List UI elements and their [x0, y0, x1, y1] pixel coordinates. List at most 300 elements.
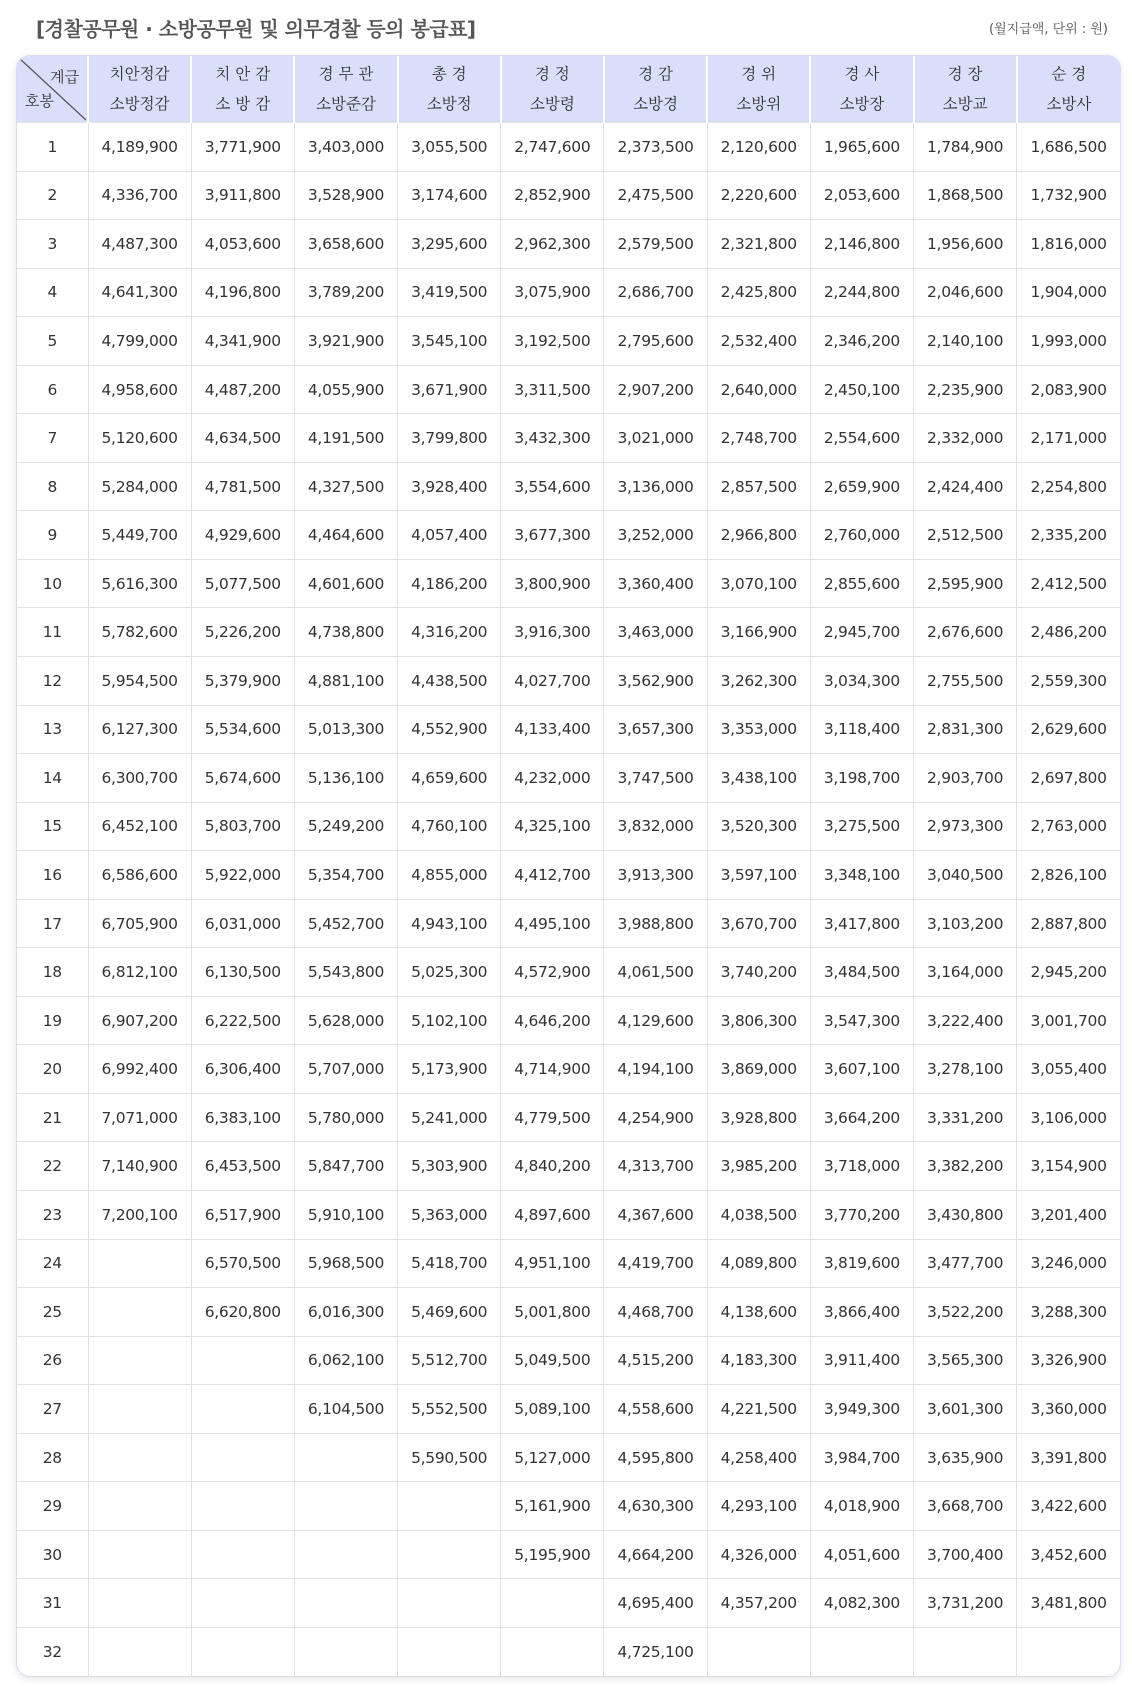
salary-cell: 3,819,600 — [810, 1239, 913, 1288]
salary-cell: 3,055,500 — [398, 123, 501, 172]
salary-cell: 1,868,500 — [914, 171, 1017, 220]
salary-cell: 6,383,100 — [191, 1093, 294, 1142]
salary-cell: 2,697,800 — [1017, 754, 1120, 803]
salary-cell: 4,725,100 — [604, 1627, 707, 1675]
salary-cell: 4,646,200 — [501, 996, 604, 1045]
step-cell: 23 — [17, 1191, 88, 1240]
table-row — [17, 608, 1120, 657]
salary-cell: 3,391,800 — [1017, 1433, 1120, 1482]
salary-cell — [398, 1627, 501, 1675]
salary-cell: 2,760,000 — [810, 511, 913, 560]
salary-cell: 3,477,700 — [914, 1239, 1017, 1288]
salary-cell: 2,763,000 — [1017, 802, 1120, 851]
table-row — [17, 851, 1120, 900]
salary-cell: 5,782,600 — [88, 608, 191, 657]
corner-rank-label: 계급 — [50, 68, 79, 86]
salary-cell: 5,847,700 — [294, 1142, 397, 1191]
rank-police-label: 순 경 — [1051, 65, 1087, 83]
step-cell: 11 — [17, 608, 88, 657]
page-header — [36, 10, 1108, 44]
salary-cell: 5,173,900 — [398, 1045, 501, 1094]
corner-header-cell — [17, 56, 88, 123]
salary-cell: 4,089,800 — [707, 1239, 810, 1288]
salary-cell: 6,452,100 — [88, 802, 191, 851]
salary-cell: 3,911,800 — [191, 171, 294, 220]
salary-cell: 4,595,800 — [604, 1433, 707, 1482]
salary-cell: 3,668,700 — [914, 1482, 1017, 1531]
salary-cell: 5,136,100 — [294, 754, 397, 803]
salary-cell: 3,106,000 — [1017, 1093, 1120, 1142]
rank-fire-label: 소방위 — [736, 95, 782, 113]
salary-cell: 2,852,900 — [501, 171, 604, 220]
salary-cell: 6,127,300 — [88, 705, 191, 754]
salary-cell: 3,164,000 — [914, 948, 1017, 997]
salary-cell — [191, 1579, 294, 1628]
step-cell: 13 — [17, 705, 88, 754]
salary-cell: 4,601,600 — [294, 559, 397, 608]
rank-header-cell — [501, 56, 604, 123]
step-cell: 28 — [17, 1433, 88, 1482]
salary-cell: 5,049,500 — [501, 1336, 604, 1385]
salary-cell: 4,221,500 — [707, 1385, 810, 1434]
salary-cell: 1,686,500 — [1017, 123, 1120, 172]
table-row — [17, 802, 1120, 851]
salary-cell — [501, 1579, 604, 1628]
salary-cell: 3,731,200 — [914, 1579, 1017, 1628]
salary-cell: 3,438,100 — [707, 754, 810, 803]
salary-cell: 2,659,900 — [810, 462, 913, 511]
salary-cell: 4,183,300 — [707, 1336, 810, 1385]
table-row — [17, 899, 1120, 948]
salary-cell: 4,313,700 — [604, 1142, 707, 1191]
salary-cell: 3,771,900 — [191, 123, 294, 172]
salary-cell: 3,222,400 — [914, 996, 1017, 1045]
salary-cell: 3,001,700 — [1017, 996, 1120, 1045]
rank-fire-label: 소방준감 — [316, 95, 376, 113]
table-row — [17, 754, 1120, 803]
salary-cell: 5,469,600 — [398, 1288, 501, 1337]
step-cell: 25 — [17, 1288, 88, 1337]
salary-cell: 2,486,200 — [1017, 608, 1120, 657]
salary-cell: 6,907,200 — [88, 996, 191, 1045]
salary-cell: 3,382,200 — [914, 1142, 1017, 1191]
salary-cell: 3,913,300 — [604, 851, 707, 900]
salary-cell: 4,760,100 — [398, 802, 501, 851]
rank-header-cell — [707, 56, 810, 123]
salary-cell: 3,070,100 — [707, 559, 810, 608]
step-cell: 31 — [17, 1579, 88, 1628]
salary-cell: 3,522,200 — [914, 1288, 1017, 1337]
table-row — [17, 1385, 1120, 1434]
salary-cell: 4,053,600 — [191, 220, 294, 269]
salary-cell: 3,484,500 — [810, 948, 913, 997]
step-cell: 17 — [17, 899, 88, 948]
salary-cell: 3,547,300 — [810, 996, 913, 1045]
salary-cell: 2,450,100 — [810, 365, 913, 414]
salary-cell: 5,249,200 — [294, 802, 397, 851]
salary-cell: 5,552,500 — [398, 1385, 501, 1434]
salary-cell: 7,140,900 — [88, 1142, 191, 1191]
salary-cell: 4,133,400 — [501, 705, 604, 754]
salary-cell: 3,799,800 — [398, 414, 501, 463]
salary-cell: 3,075,900 — [501, 268, 604, 317]
salary-cell: 4,958,600 — [88, 365, 191, 414]
salary-cell: 3,747,500 — [604, 754, 707, 803]
rank-fire-label: 소방교 — [942, 95, 988, 113]
salary-cell: 5,910,100 — [294, 1191, 397, 1240]
rank-header-cell — [398, 56, 501, 123]
salary-cell: 2,046,600 — [914, 268, 1017, 317]
salary-cell: 4,367,600 — [604, 1191, 707, 1240]
salary-cell: 2,532,400 — [707, 317, 810, 366]
table-row — [17, 511, 1120, 560]
salary-cell: 4,438,500 — [398, 657, 501, 706]
salary-cell: 4,714,900 — [501, 1045, 604, 1094]
table-row — [17, 171, 1120, 220]
rank-police-label: 경 장 — [947, 65, 983, 83]
rank-header-cell — [914, 56, 1017, 123]
salary-cell: 6,586,600 — [88, 851, 191, 900]
salary-cell: 4,232,000 — [501, 754, 604, 803]
salary-cell: 4,018,900 — [810, 1482, 913, 1531]
salary-cell: 3,911,400 — [810, 1336, 913, 1385]
salary-cell: 5,161,900 — [501, 1482, 604, 1531]
table-row — [17, 1239, 1120, 1288]
table-row — [17, 220, 1120, 269]
salary-cell: 5,449,700 — [88, 511, 191, 560]
salary-cell: 5,590,500 — [398, 1433, 501, 1482]
step-cell: 4 — [17, 268, 88, 317]
salary-cell: 1,816,000 — [1017, 220, 1120, 269]
salary-cell: 2,120,600 — [707, 123, 810, 172]
salary-cell — [88, 1530, 191, 1579]
salary-cell: 6,620,800 — [191, 1288, 294, 1337]
salary-cell: 2,335,200 — [1017, 511, 1120, 560]
salary-cell: 1,904,000 — [1017, 268, 1120, 317]
salary-cell: 2,424,400 — [914, 462, 1017, 511]
salary-cell: 4,327,500 — [294, 462, 397, 511]
step-cell: 32 — [17, 1627, 88, 1675]
salary-cell: 5,543,800 — [294, 948, 397, 997]
salary-cell: 3,481,800 — [1017, 1579, 1120, 1628]
salary-cell: 3,806,300 — [707, 996, 810, 1045]
salary-cell: 4,487,200 — [191, 365, 294, 414]
salary-cell — [294, 1530, 397, 1579]
salary-cell: 2,053,600 — [810, 171, 913, 220]
salary-cell: 4,572,900 — [501, 948, 604, 997]
salary-cell: 3,166,900 — [707, 608, 810, 657]
salary-cell: 3,677,300 — [501, 511, 604, 560]
table-body — [17, 123, 1120, 1676]
salary-cell — [1017, 1627, 1120, 1675]
salary-cell: 4,840,200 — [501, 1142, 604, 1191]
salary-cell: 4,738,800 — [294, 608, 397, 657]
rank-header-cell — [810, 56, 913, 123]
rank-header-cell — [294, 56, 397, 123]
step-cell: 8 — [17, 462, 88, 511]
salary-cell: 2,755,500 — [914, 657, 1017, 706]
salary-cell: 3,432,300 — [501, 414, 604, 463]
step-cell: 26 — [17, 1336, 88, 1385]
salary-cell: 4,495,100 — [501, 899, 604, 948]
rank-header-cell — [191, 56, 294, 123]
salary-cell: 5,001,800 — [501, 1288, 604, 1337]
salary-cell — [191, 1385, 294, 1434]
salary-cell: 4,855,000 — [398, 851, 501, 900]
salary-cell: 5,127,000 — [501, 1433, 604, 1482]
salary-cell: 3,252,000 — [604, 511, 707, 560]
step-cell: 9 — [17, 511, 88, 560]
salary-cell: 2,945,200 — [1017, 948, 1120, 997]
salary-cell: 4,051,600 — [810, 1530, 913, 1579]
salary-cell: 4,191,500 — [294, 414, 397, 463]
salary-cell: 3,921,900 — [294, 317, 397, 366]
salary-cell — [707, 1627, 810, 1675]
salary-cell: 2,412,500 — [1017, 559, 1120, 608]
salary-cell: 4,464,600 — [294, 511, 397, 560]
salary-cell: 3,597,100 — [707, 851, 810, 900]
rank-police-label: 치 안 감 — [215, 65, 271, 83]
salary-cell: 4,552,900 — [398, 705, 501, 754]
table-row — [17, 414, 1120, 463]
salary-cell: 2,321,800 — [707, 220, 810, 269]
salary-cell: 4,027,700 — [501, 657, 604, 706]
salary-cell: 5,102,100 — [398, 996, 501, 1045]
rank-police-label: 치안정감 — [109, 65, 170, 83]
salary-cell: 2,595,900 — [914, 559, 1017, 608]
rank-header-cell — [1017, 56, 1120, 123]
salary-cell: 3,718,000 — [810, 1142, 913, 1191]
salary-cell: 3,174,600 — [398, 171, 501, 220]
salary-cell: 5,379,900 — [191, 657, 294, 706]
salary-cell: 2,554,600 — [810, 414, 913, 463]
salary-cell: 5,803,700 — [191, 802, 294, 851]
table-row — [17, 1579, 1120, 1628]
salary-cell: 4,336,700 — [88, 171, 191, 220]
rank-fire-label: 소방경 — [633, 95, 678, 113]
salary-cell: 3,055,400 — [1017, 1045, 1120, 1094]
salary-cell: 5,968,500 — [294, 1239, 397, 1288]
step-cell: 1 — [17, 123, 88, 172]
salary-cell: 2,629,600 — [1017, 705, 1120, 754]
step-cell: 27 — [17, 1385, 88, 1434]
salary-cell: 5,452,700 — [294, 899, 397, 948]
salary-table-container — [16, 55, 1121, 1677]
salary-cell — [398, 1579, 501, 1628]
salary-cell — [88, 1336, 191, 1385]
step-cell: 2 — [17, 171, 88, 220]
salary-cell: 3,288,300 — [1017, 1288, 1120, 1337]
salary-cell: 2,945,700 — [810, 608, 913, 657]
salary-cell: 5,954,500 — [88, 657, 191, 706]
salary-cell: 1,956,600 — [914, 220, 1017, 269]
rank-police-label: 경 무 관 — [318, 65, 374, 83]
salary-cell: 5,512,700 — [398, 1336, 501, 1385]
rank-fire-label: 소방장 — [839, 95, 885, 113]
salary-cell: 2,747,600 — [501, 123, 604, 172]
salary-cell: 3,670,700 — [707, 899, 810, 948]
salary-cell: 2,171,000 — [1017, 414, 1120, 463]
salary-cell: 3,246,000 — [1017, 1239, 1120, 1288]
salary-cell: 3,985,200 — [707, 1142, 810, 1191]
salary-cell: 4,082,300 — [810, 1579, 913, 1628]
table-row — [17, 1336, 1120, 1385]
salary-cell: 6,130,500 — [191, 948, 294, 997]
salary-cell: 3,360,000 — [1017, 1385, 1120, 1434]
salary-cell: 3,275,500 — [810, 802, 913, 851]
step-cell: 30 — [17, 1530, 88, 1579]
table-row — [17, 657, 1120, 706]
salary-cell: 6,570,500 — [191, 1239, 294, 1288]
salary-cell: 4,695,400 — [604, 1579, 707, 1628]
unit-note: (월지급액, 단위 : 원) — [989, 21, 1108, 37]
salary-cell: 5,780,000 — [294, 1093, 397, 1142]
salary-table — [17, 56, 1120, 1676]
salary-cell: 3,192,500 — [501, 317, 604, 366]
table-row — [17, 1191, 1120, 1240]
salary-cell: 4,634,500 — [191, 414, 294, 463]
salary-cell: 5,707,000 — [294, 1045, 397, 1094]
salary-cell — [88, 1627, 191, 1675]
salary-cell: 3,360,400 — [604, 559, 707, 608]
salary-cell: 2,907,200 — [604, 365, 707, 414]
salary-cell: 4,194,100 — [604, 1045, 707, 1094]
step-cell: 6 — [17, 365, 88, 414]
salary-cell: 6,104,500 — [294, 1385, 397, 1434]
salary-cell: 7,071,000 — [88, 1093, 191, 1142]
salary-cell — [294, 1482, 397, 1531]
table-row — [17, 1627, 1120, 1675]
salary-cell: 3,601,300 — [914, 1385, 1017, 1434]
salary-cell: 5,534,600 — [191, 705, 294, 754]
salary-cell: 3,295,600 — [398, 220, 501, 269]
step-cell: 29 — [17, 1482, 88, 1531]
salary-cell: 2,140,100 — [914, 317, 1017, 366]
salary-cell: 5,616,300 — [88, 559, 191, 608]
salary-cell — [191, 1530, 294, 1579]
table-header — [17, 56, 1120, 123]
salary-cell: 6,517,900 — [191, 1191, 294, 1240]
salary-cell: 3,452,600 — [1017, 1530, 1120, 1579]
salary-cell: 3,554,600 — [501, 462, 604, 511]
salary-cell: 5,120,600 — [88, 414, 191, 463]
salary-cell: 5,628,000 — [294, 996, 397, 1045]
salary-cell: 3,988,800 — [604, 899, 707, 948]
salary-cell: 3,103,200 — [914, 899, 1017, 948]
salary-cell: 4,055,900 — [294, 365, 397, 414]
salary-cell: 2,857,500 — [707, 462, 810, 511]
salary-cell: 3,928,800 — [707, 1093, 810, 1142]
salary-cell: 5,922,000 — [191, 851, 294, 900]
salary-cell: 3,671,900 — [398, 365, 501, 414]
step-cell: 24 — [17, 1239, 88, 1288]
salary-cell: 2,559,300 — [1017, 657, 1120, 706]
salary-cell: 5,077,500 — [191, 559, 294, 608]
salary-cell: 4,057,400 — [398, 511, 501, 560]
salary-cell: 1,993,000 — [1017, 317, 1120, 366]
salary-cell: 4,038,500 — [707, 1191, 810, 1240]
salary-cell: 3,984,700 — [810, 1433, 913, 1482]
salary-cell: 3,664,200 — [810, 1093, 913, 1142]
salary-cell: 2,220,600 — [707, 171, 810, 220]
salary-cell: 4,196,800 — [191, 268, 294, 317]
salary-cell: 2,235,900 — [914, 365, 1017, 414]
step-cell: 21 — [17, 1093, 88, 1142]
table-row — [17, 317, 1120, 366]
salary-cell: 6,031,000 — [191, 899, 294, 948]
salary-cell: 7,200,100 — [88, 1191, 191, 1240]
salary-cell: 1,732,900 — [1017, 171, 1120, 220]
salary-cell — [294, 1627, 397, 1675]
corner-step-label: 호봉 — [25, 92, 54, 110]
salary-cell: 6,300,700 — [88, 754, 191, 803]
step-cell: 5 — [17, 317, 88, 366]
salary-cell: 3,417,800 — [810, 899, 913, 948]
salary-cell: 5,195,900 — [501, 1530, 604, 1579]
salary-cell — [294, 1433, 397, 1482]
salary-cell: 6,306,400 — [191, 1045, 294, 1094]
salary-cell — [191, 1627, 294, 1675]
salary-cell: 3,658,600 — [294, 220, 397, 269]
salary-cell: 5,363,000 — [398, 1191, 501, 1240]
salary-cell: 3,034,300 — [810, 657, 913, 706]
salary-cell: 5,089,100 — [501, 1385, 604, 1434]
rank-header-cell — [604, 56, 707, 123]
rank-police-label: 총 경 — [431, 65, 467, 83]
salary-cell: 3,832,000 — [604, 802, 707, 851]
salary-cell: 2,962,300 — [501, 220, 604, 269]
salary-cell: 4,641,300 — [88, 268, 191, 317]
salary-cell: 3,021,000 — [604, 414, 707, 463]
salary-cell: 4,293,100 — [707, 1482, 810, 1531]
salary-cell: 4,468,700 — [604, 1288, 707, 1337]
salary-cell: 6,453,500 — [191, 1142, 294, 1191]
salary-cell: 4,897,600 — [501, 1191, 604, 1240]
salary-cell: 6,222,500 — [191, 996, 294, 1045]
salary-cell: 6,812,100 — [88, 948, 191, 997]
salary-cell: 3,520,300 — [707, 802, 810, 851]
page-title: [경찰공무원 · 소방공무원 및 의무경찰 등의 봉급표] — [36, 16, 476, 41]
salary-cell: 5,013,300 — [294, 705, 397, 754]
salary-cell: 2,332,000 — [914, 414, 1017, 463]
rank-police-label: 경 위 — [741, 65, 777, 83]
salary-cell — [398, 1530, 501, 1579]
salary-cell: 4,659,600 — [398, 754, 501, 803]
salary-cell: 3,040,500 — [914, 851, 1017, 900]
salary-cell: 3,422,600 — [1017, 1482, 1120, 1531]
step-cell: 10 — [17, 559, 88, 608]
salary-cell: 4,189,900 — [88, 123, 191, 172]
salary-cell: 3,657,300 — [604, 705, 707, 754]
table-row — [17, 948, 1120, 997]
salary-cell — [88, 1433, 191, 1482]
table-row — [17, 1530, 1120, 1579]
salary-cell: 3,562,900 — [604, 657, 707, 706]
salary-cell: 4,799,000 — [88, 317, 191, 366]
salary-cell: 4,664,200 — [604, 1530, 707, 1579]
salary-cell — [191, 1433, 294, 1482]
salary-cell: 5,303,900 — [398, 1142, 501, 1191]
salary-cell: 2,676,600 — [914, 608, 1017, 657]
salary-cell: 6,705,900 — [88, 899, 191, 948]
salary-cell: 3,118,400 — [810, 705, 913, 754]
salary-cell: 4,943,100 — [398, 899, 501, 948]
salary-cell: 5,025,300 — [398, 948, 501, 997]
salary-cell: 2,346,200 — [810, 317, 913, 366]
salary-cell: 4,558,600 — [604, 1385, 707, 1434]
salary-cell — [191, 1336, 294, 1385]
table-row — [17, 1045, 1120, 1094]
